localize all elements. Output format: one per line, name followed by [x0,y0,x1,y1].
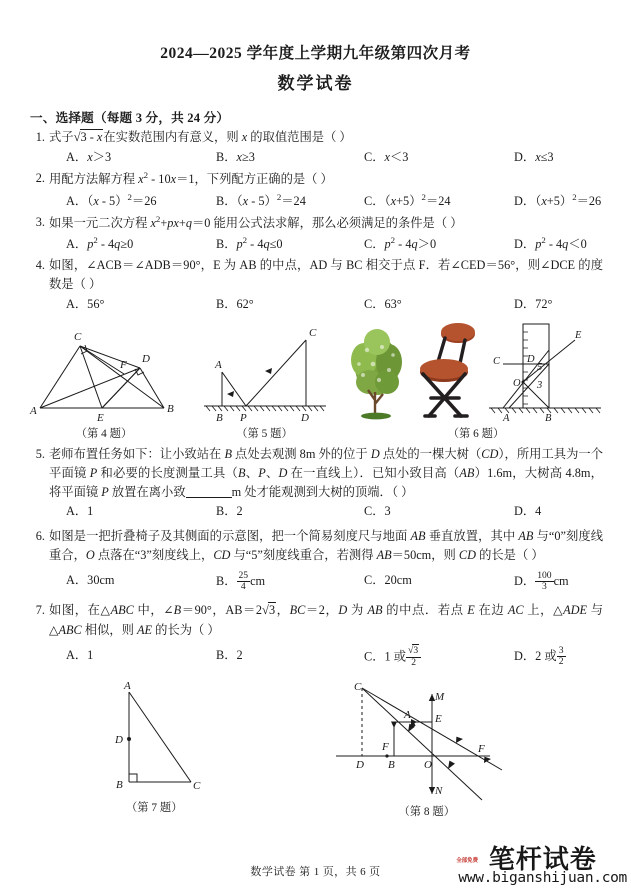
q1-text-part-c: 的取值范围是（ ） [250,130,352,145]
figure-7 [99,682,209,815]
option-b[interactable]: B． $\frac{25}{4}$ cm [216,570,266,593]
figure-8-drawing [332,682,522,802]
svg-text:C: C [308,327,316,340]
svg-text:D: D [527,354,535,366]
answer-blank[interactable] [186,485,232,498]
svg-text:P: P [239,412,247,425]
svg-text:5: 5 [537,362,543,374]
svg-text:A: A [124,681,131,692]
svg-text:C: C [353,681,362,693]
figure-8-caption: （第 8 题） [398,805,455,818]
option-b[interactable]: B．$p^2 - 4q\le 0$ [216,235,283,252]
option-b[interactable]: B．x≥3 [216,150,255,165]
option-b[interactable]: B．62° [216,296,254,311]
svg-text:B: B [387,758,395,771]
question-number: 5. [35,447,45,462]
q1-text-part-a: 式子 [49,130,74,145]
question-6-options [49,571,603,592]
question-number: 4. [35,258,45,273]
figure-5 [202,320,328,441]
figure-7-caption: （第 7 题） [126,801,183,814]
option-d[interactable]: D．2 或 $\frac{3}{2}$ [514,645,564,668]
svg-text:F: F [120,359,127,372]
svg-text:E: E [97,412,104,425]
svg-text:C: C [493,356,501,368]
ruler-diagram [487,320,603,424]
figure-5-drawing [202,320,328,424]
question-text: 如图，∠ACB＝∠ADB＝90°，E 为 AB 的中点，AD 与 BC 相交于点 F．若∠CED＝56°，则∠DCE 的度数是（ ） [49,258,603,291]
question-text: 老师布置任务如下：让小致站在 B 点处去观测 8m 外的位于 D 点处的一棵大树（CD），所用工具为一个平面镜 P 和必要的长度测量工具（B、P、D 在一直线上）．已知小致目高（AB）1.6m，大树高 4.8m，将平面镜 P 放置在离小致 m 处才能观测到大树的顶端．（ ） [49,447,604,499]
question-4 [28,256,603,314]
page-subtitle: 数学试卷 [277,74,354,94]
svg-text:D: D [115,733,124,746]
section-heading: 一、选择题（每题 3 分，共 24 分） [30,111,230,126]
figure-6-caption: （第 6 题） [447,428,505,441]
svg-text:M: M [434,690,444,703]
question-number: 3. [35,214,45,229]
option-a[interactable]: A．1 [66,504,94,519]
option-b[interactable]: B．（x - 5）$^2$＝24 [216,191,306,208]
option-c[interactable]: C．x＜3 [364,150,409,165]
svg-text:D: D [355,758,364,771]
option-a[interactable]: A．x＞3 [66,150,112,165]
svg-text:A: A [30,405,37,418]
sqrt-expression: √3 - x [73,130,103,145]
figure-row-bottom [28,682,603,819]
svg-text:N: N [434,784,443,797]
option-d[interactable]: D．72° [514,296,553,311]
page-title: 2024—2025 学年度上学期九年级第四次月考 [160,45,471,62]
svg-text:D: D [142,353,150,366]
question-7 [28,601,603,667]
question-5 [28,445,603,522]
question-number: 1. [35,130,45,145]
option-c[interactable]: C．20cm [364,573,412,588]
option-c[interactable]: C．$p^2 - 4q>0$ [364,235,437,252]
svg-text:A: A [503,413,510,425]
question-text: 用配方法解方程 $x^2 - 10x=1$，下列配方正确的是（ ） [49,170,333,187]
svg-text:B: B [116,778,123,791]
figure-6 [349,320,603,441]
question-text: 如图，在△ABC 中，∠B＝90°，AB＝2√3，BC＝2，D 为 AB 的中点．若点 E 在边 AC 上，△ADE 与△ABC 相似，则 AE 的长为（ ） [49,603,603,637]
page-footer [0,844,631,886]
option-a[interactable]: A．$p^2 - 4q\ge 0$ [66,235,134,252]
option-c[interactable]: C．63° [364,296,402,311]
svg-text:D: D [300,412,309,425]
figure-5-caption: （第 5 题） [236,428,293,441]
option-b[interactable]: B．2 [216,648,243,663]
question-number: 7. [35,603,45,618]
question-2 [28,169,603,212]
option-d[interactable]: D．4 [514,504,542,519]
svg-text:E: E [434,712,442,725]
footer-page-info: 数学试卷 第 1 页，共 6 页 [250,866,381,878]
figure-8 [332,682,522,819]
svg-text:A: A [214,359,222,372]
question-1 [28,128,603,168]
option-a[interactable]: A．1 [66,648,94,663]
question-text: 如果一元二次方程 $x^2+px+q=0$ 能用公式法求解，那么必须满足的条件是（ ） [49,213,463,230]
question-7-options [49,646,603,667]
svg-text:O: O [513,378,521,390]
figure-7-drawing [99,682,209,798]
watermark-brand: 笔杆试卷 [488,844,597,875]
svg-text:F: F [381,740,389,753]
option-c[interactable]: C．1 或 $\frac{√3}{2}$ [364,646,514,667]
question-number: 6. [35,528,45,543]
option-c[interactable]: C．$(x+5)^2=24$ [364,191,451,208]
option-a[interactable]: A．（x - 5）$^2$＝26 [66,191,157,208]
question-3 [28,213,603,256]
watermark-free-badge: 全部免费 [456,857,478,864]
svg-text:B: B [215,412,223,425]
option-a[interactable]: A．30cm [66,573,115,588]
svg-text:C: C [74,331,82,344]
svg-text:E: E [575,330,582,342]
option-d[interactable]: D．$p^2 - 4q<0$ [514,235,587,252]
figure-4-caption: （第 4 题） [75,428,133,441]
option-d[interactable]: D．x≤3 [514,150,554,165]
figure-row-top [28,320,603,441]
figure-4 [28,320,180,441]
option-d[interactable]: D． $\frac{100}{3}$ cm [514,570,569,593]
question-3-options [49,233,603,255]
svg-text:A: A [403,708,411,721]
question-2-options [49,190,603,212]
tree-illustration [349,320,405,424]
svg-text:B: B [545,413,552,425]
figure-4-drawing [28,320,180,424]
svg-text:3: 3 [537,380,543,392]
question-text: 如图是一把折叠椅子及其侧面的示意图，把一个简易刻度尺与地面 AB 垂直放置，其中 AB 与“0”刻度线重合，O 点落在“3”刻度线上，CD 与“5”刻度线重合，若测得 AB＝50cm，则 CD 的长是（ ） [49,528,604,562]
folding-chair-illustration [409,320,483,424]
option-a[interactable]: A．56° [66,296,105,311]
question-text: 式子√3 - x在实数范围内有意义，则 x 的取值范围是（ ） [49,128,603,147]
svg-text:F: F [477,742,485,755]
option-c[interactable]: C．3 [364,504,391,519]
question-5-options [49,502,603,522]
option-b[interactable]: B．2 [216,504,243,519]
question-number: 2. [35,171,45,186]
svg-text:O: O [423,758,432,771]
option-d[interactable]: D．$(x+5)^2=26$ [514,191,602,208]
watermark [456,844,627,886]
svg-text:B: B [167,403,174,416]
q1-text-part-b: 在实数范围内有意义，则 [103,130,239,145]
question-6 [28,527,603,593]
svg-text:C: C [193,779,201,792]
question-4-options [49,295,603,315]
question-1-options [49,148,603,168]
watermark-url: www.biganshijuan.com [458,869,627,886]
